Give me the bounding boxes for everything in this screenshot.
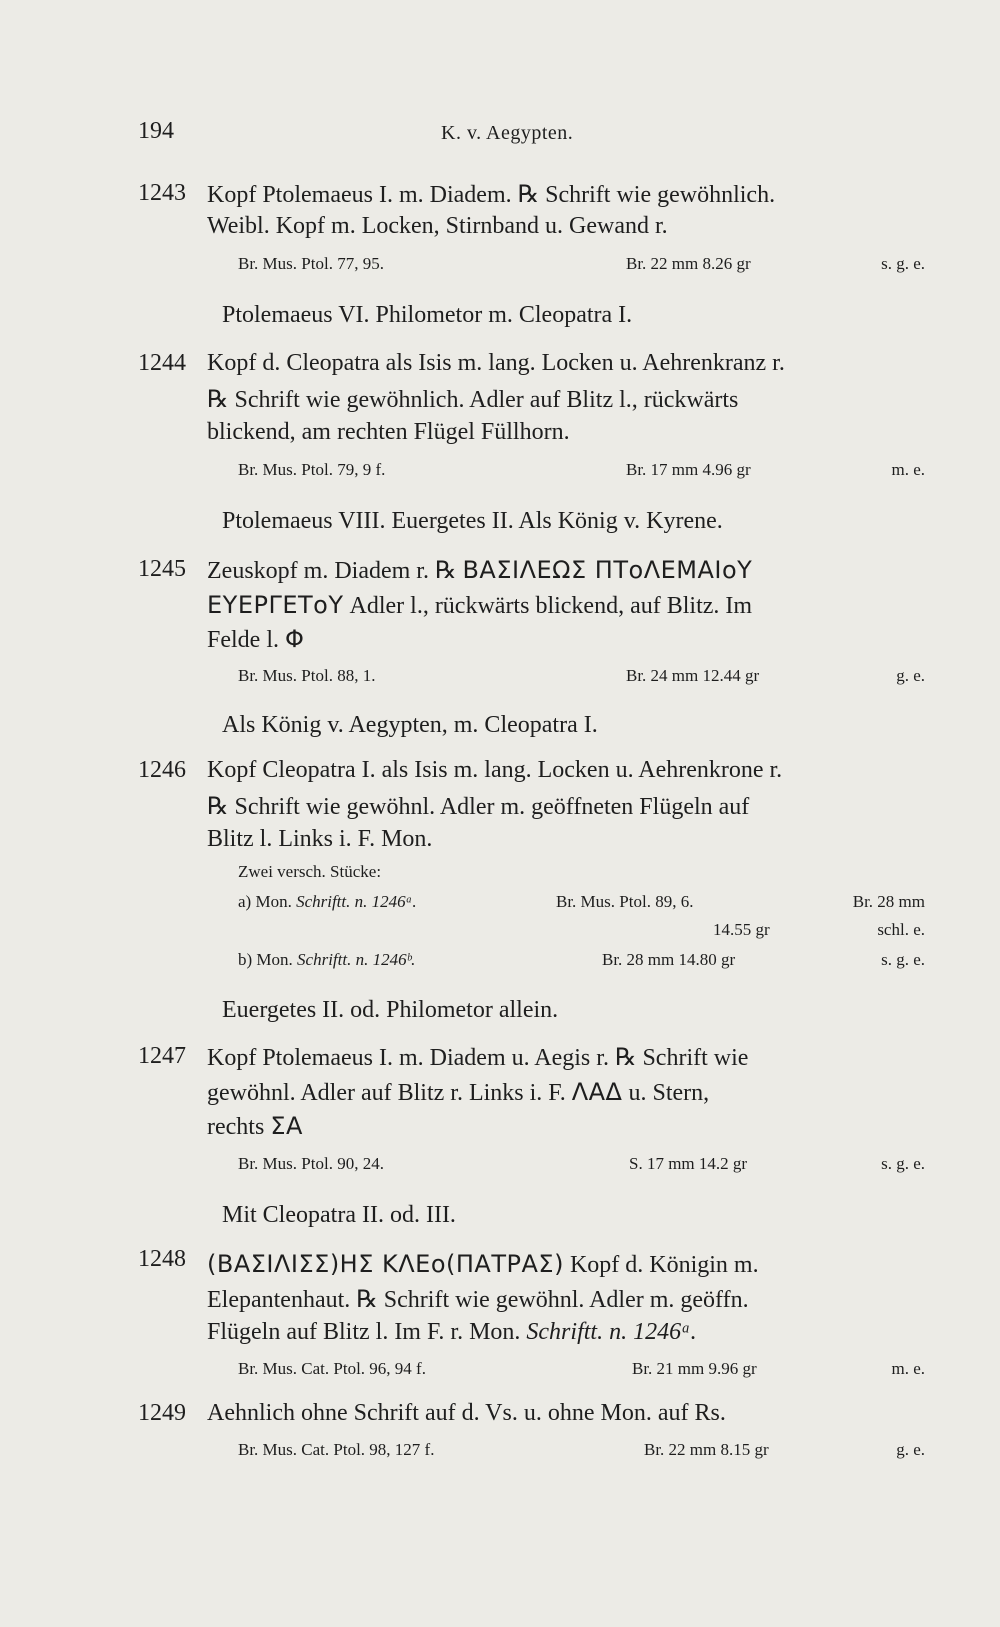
entry-text: blickend, am rechten Flügel Füllhorn. — [207, 419, 570, 445]
entry-number: 1247 — [138, 1043, 186, 1069]
reference: Br. Mus. Ptol. 88, 1. — [238, 666, 376, 685]
greek-legend: (ΒΑΣΙΛΙΣΣ)ΗΣ ΚΛΕο(ΠΑΤΡΑΣ) — [207, 1250, 564, 1278]
reference: Br. Mus. Cat. Ptol. 96, 94 f. — [238, 1359, 426, 1378]
reference: Br. Mus. Ptol. 77, 95. — [238, 254, 384, 273]
entry-number: 1248 — [138, 1246, 186, 1272]
reference: Br. Mus. Ptol. 79, 9 f. — [238, 460, 386, 479]
variant-a — [238, 892, 417, 912]
entry-number: 1246 — [138, 757, 186, 783]
entry-line — [207, 625, 304, 654]
entry-text: ℞ Schrift wie gewöhnlich. Adler auf Blitz l., rückwärts — [207, 387, 739, 413]
metal-size-weight: Br. 28 mm 14.80 gr — [602, 950, 736, 969]
entry-line — [207, 591, 752, 620]
section-heading: Mit Cleopatra II. od. III. — [222, 1202, 456, 1228]
variant-b — [238, 950, 415, 970]
condition: m. e. — [891, 460, 925, 479]
weight: 14.55 gr — [713, 920, 770, 939]
entry-text: Zeuskopf m. Diadem r. ℞ — [207, 558, 457, 584]
condition: g. e. — [896, 1440, 925, 1459]
greek-legend: ΒΑΣΙΛΕΩΣ ΠΤοΛΕΜΑΙοΥ — [462, 556, 753, 584]
sub-heading: Zwei versch. Stücke: — [238, 862, 382, 881]
entry-line — [207, 1112, 303, 1141]
entry-text: rechts — [207, 1114, 265, 1140]
greek-monogram: Φ — [285, 625, 305, 653]
variant-label: a) Mon. — [238, 892, 292, 911]
metal-size: Br. 28 mm — [852, 892, 925, 911]
entry-line — [207, 556, 752, 585]
section-heading: Ptolemaeus VI. Philometor m. Cleopatra I. — [222, 302, 633, 328]
condition: g. e. — [896, 666, 925, 685]
entry-number: 1244 — [138, 350, 186, 376]
greek-monogram: ΛΑΔ — [571, 1078, 623, 1106]
metal-size-weight: Br. 24 mm 12.44 gr — [626, 666, 760, 685]
metal-size-weight: S. 17 mm 14.2 gr — [629, 1154, 748, 1173]
entry-text: Kopf Cleopatra I. als Isis m. lang. Locken u. Aehrenkrone r. — [207, 757, 783, 783]
variant-citation: Schriftt. n. 1246ᵇ. — [297, 950, 416, 969]
entry-citation: Schriftt. n. 1246ᵃ. — [526, 1319, 697, 1345]
entry-text: Adler l., rückwärts blickend, auf Blitz. Im — [349, 593, 753, 619]
entry-text: Flügeln auf Blitz l. Im F. r. Mon. — [207, 1319, 521, 1345]
section-heading: Als König v. Aegypten, m. Cleopatra I. — [222, 712, 598, 738]
greek-monogram: ΣΑ — [270, 1112, 303, 1140]
entry-text: u. Stern, — [628, 1080, 710, 1106]
condition: s. g. e. — [881, 950, 925, 969]
metal-size-weight: Br. 22 mm 8.15 gr — [644, 1440, 769, 1459]
reference: Br. Mus. Cat. Ptol. 98, 127 f. — [238, 1440, 435, 1459]
variant-citation: Schriftt. n. 1246ᵃ. — [296, 892, 417, 911]
reference: Br. Mus. Ptol. 89, 6. — [556, 892, 694, 911]
greek-legend: ΕΥΕΡΓΕΤοΥ — [207, 591, 344, 619]
reference: Br. Mus. Ptol. 90, 24. — [238, 1154, 384, 1173]
page-number: 194 — [138, 118, 174, 144]
entry-text: Elepantenhaut. ℞ Schrift wie gewöhnl. Adler m. geöffn. — [207, 1287, 749, 1313]
entry-number: 1245 — [138, 556, 186, 582]
entry-text: Blitz l. Links i. F. Mon. — [207, 826, 433, 852]
condition: s. g. e. — [881, 1154, 925, 1173]
entry-line — [207, 1319, 697, 1346]
entry-text: Weibl. Kopf m. Locken, Stirnband u. Gewand r. — [207, 213, 668, 239]
entry-number: 1249 — [138, 1400, 186, 1426]
entry-text: Kopf Ptolemaeus I. m. Diadem u. Aegis r. ℞ Schrift wie — [207, 1045, 749, 1071]
section-heading: Ptolemaeus VIII. Euergetes II. Als König v. Kyrene. — [222, 508, 723, 534]
entry-text: gewöhnl. Adler auf Blitz r. Links i. F. — [207, 1080, 566, 1106]
entry-line — [207, 1078, 709, 1107]
entry-line — [207, 1250, 759, 1279]
metal-size-weight: Br. 17 mm 4.96 gr — [626, 460, 751, 479]
running-title: K. v. Aegypten. — [441, 122, 574, 144]
condition: schl. e. — [877, 920, 925, 939]
entry-text: Kopf Ptolemaeus I. m. Diadem. ℞ Schrift wie gewöhnlich. — [207, 182, 776, 208]
metal-size-weight: Br. 22 mm 8.26 gr — [626, 254, 751, 273]
entry-text: Aehnlich ohne Schrift auf d. Vs. u. ohne Mon. auf Rs. — [207, 1400, 726, 1426]
entry-number: 1243 — [138, 180, 186, 206]
condition: s. g. e. — [881, 254, 925, 273]
condition: m. e. — [891, 1359, 925, 1378]
entry-text: Kopf d. Cleopatra als Isis m. lang. Locken u. Aehrenkranz r. — [207, 350, 785, 376]
metal-size-weight: Br. 21 mm 9.96 gr — [632, 1359, 757, 1378]
variant-label: b) Mon. — [238, 950, 293, 969]
entry-text: Felde l. — [207, 627, 279, 653]
entry-text: ℞ Schrift wie gewöhnl. Adler m. geöffneten Flügeln auf — [207, 794, 750, 820]
entry-text: Kopf d. Königin m. — [569, 1252, 759, 1278]
section-heading: Euergetes II. od. Philometor allein. — [222, 997, 559, 1023]
